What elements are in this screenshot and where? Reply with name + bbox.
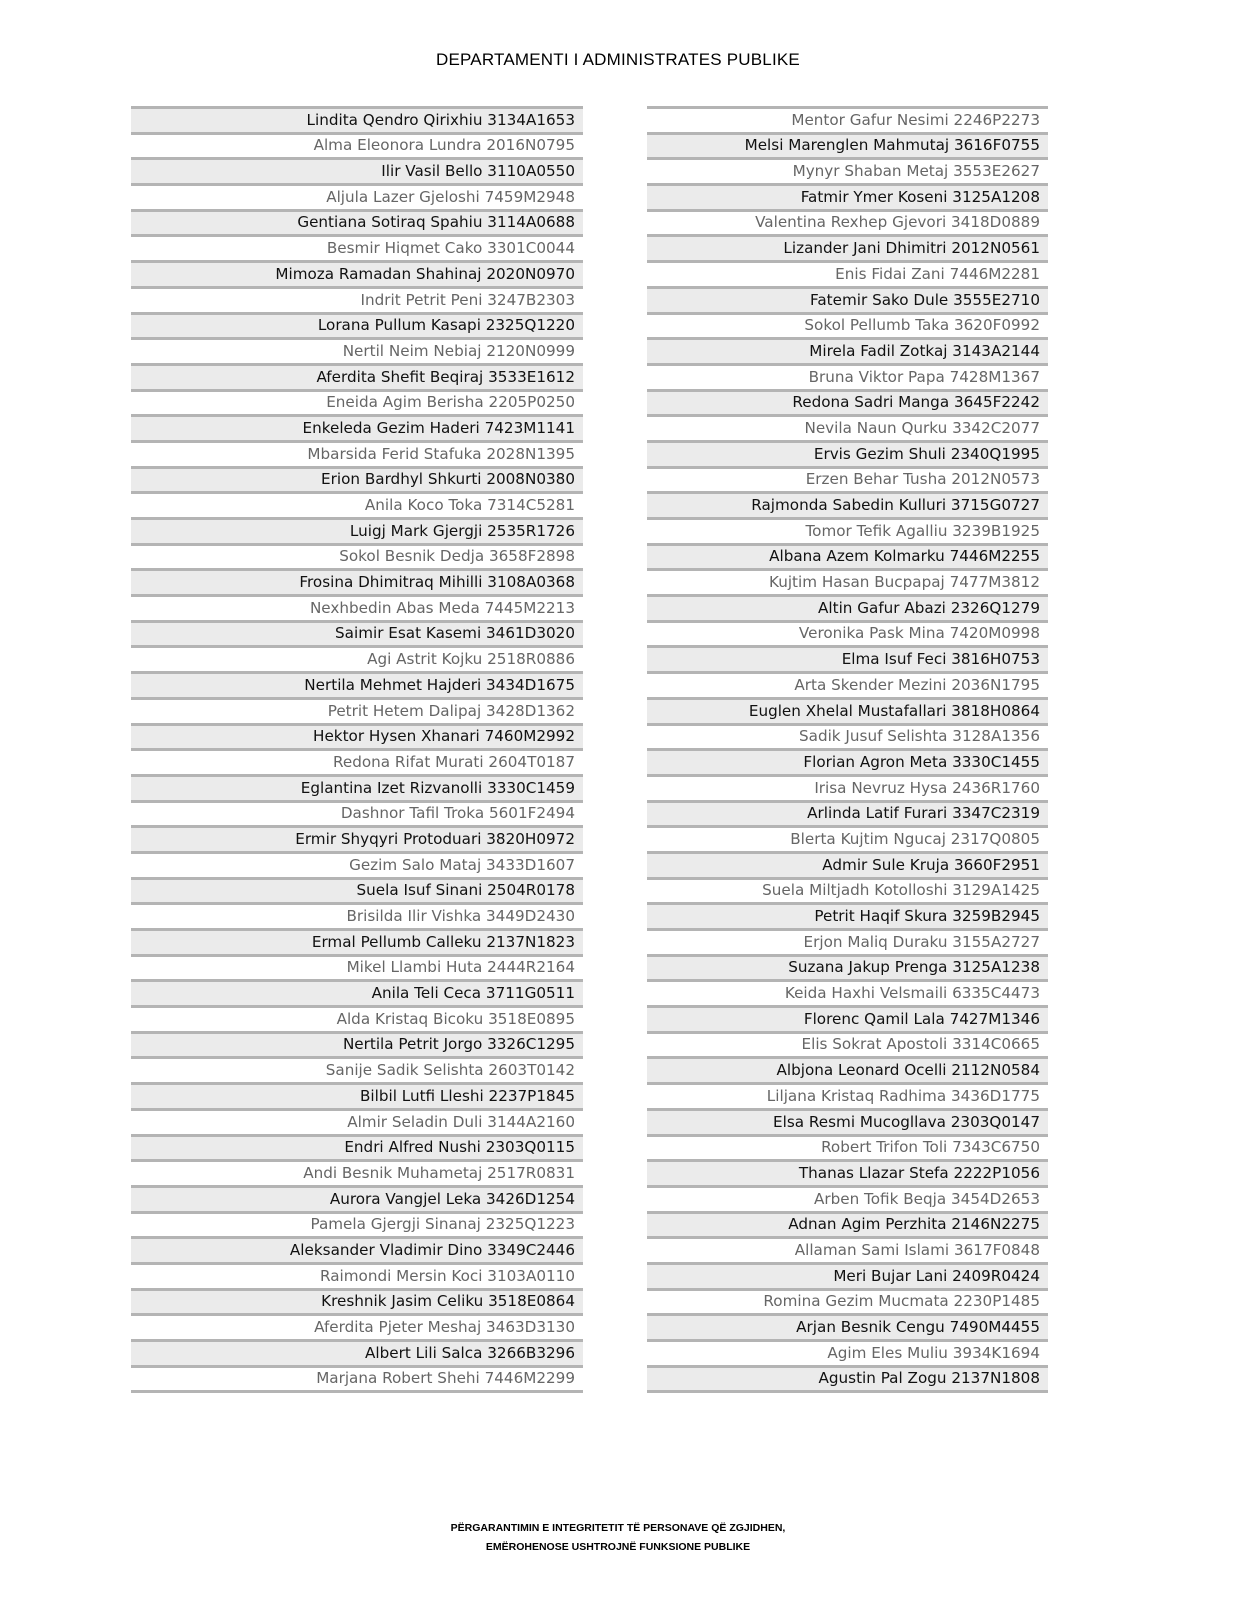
list-item: Ermal Pellumb Calleku 2137N1823 [131, 928, 583, 954]
list-item: Ilir Vasil Bello 3110A0550 [131, 157, 583, 183]
list-item: Endri Alfred Nushi 2303Q0115 [131, 1134, 583, 1160]
list-item: Agi Astrit Kojku 2518R0886 [131, 645, 583, 671]
list-item: Erzen Behar Tusha 2012N0573 [647, 466, 1048, 492]
list-item: Alma Eleonora Lundra 2016N0795 [131, 132, 583, 158]
list-item: Petrit Hetem Dalipaj 3428D1362 [131, 697, 583, 723]
list-item: Albert Lili Salca 3266B3296 [131, 1339, 583, 1365]
list-item: Mynyr Shaban Metaj 3553E2627 [647, 157, 1048, 183]
footer-line-2: EMËROHENOSE USHTROJNË FUNKSIONE PUBLIKE [485, 1541, 751, 1553]
list-item: Nertila Mehmet Hajderi 3434D1675 [131, 671, 583, 697]
list-item: Suela Isuf Sinani 2504R0178 [131, 877, 583, 903]
right-name-list [647, 106, 1048, 1393]
list-item: Veronika Pask Mina 7420M0998 [647, 620, 1048, 646]
list-item: Aurora Vangjel Leka 3426D1254 [131, 1185, 583, 1211]
list-item: Lizander Jani Dhimitri 2012N0561 [647, 234, 1048, 260]
list-item: Sokol Besnik Dedja 3658F2898 [131, 543, 583, 569]
list-item: Agustin Pal Zogu 2137N1808 [647, 1365, 1048, 1391]
list-divider [647, 1390, 1048, 1393]
page-title: DEPARTAMENTI I ADMINISTRATES PUBLIKE [436, 50, 800, 69]
list-item: Arjan Besnik Cengu 7490M4455 [647, 1313, 1048, 1339]
list-item: Luigj Mark Gjergji 2535R1726 [131, 517, 583, 543]
list-item: Lorana Pullum Kasapi 2325Q1220 [131, 312, 583, 338]
list-item: Enkeleda Gezim Haderi 7423M1141 [131, 414, 583, 440]
list-item: Albjona Leonard Ocelli 2112N0584 [647, 1056, 1048, 1082]
list-item: Romina Gezim Mucmata 2230P1485 [647, 1288, 1048, 1314]
list-item: Marjana Robert Shehi 7446M2299 [131, 1365, 583, 1391]
list-item: Aferdita Pjeter Meshaj 3463D3130 [131, 1313, 583, 1339]
list-item: Alda Kristaq Bicoku 3518E0895 [131, 1005, 583, 1031]
list-item: Nertil Neim Nebiaj 2120N0999 [131, 337, 583, 363]
list-item: Kreshnik Jasim Celiku 3518E0864 [131, 1288, 583, 1314]
list-item: Mentor Gafur Nesimi 2246P2273 [647, 106, 1048, 132]
list-item: Mimoza Ramadan Shahinaj 2020N0970 [131, 260, 583, 286]
list-item: Albana Azem Kolmarku 7446M2255 [647, 543, 1048, 569]
list-item: Euglen Xhelal Mustafallari 3818H0864 [647, 697, 1048, 723]
list-item: Agim Eles Muliu 3934K1694 [647, 1339, 1048, 1365]
list-item: Suela Miltjadh Kotolloshi 3129A1425 [647, 877, 1048, 903]
list-divider [131, 1390, 583, 1393]
list-item: Anila Koco Toka 7314C5281 [131, 491, 583, 517]
list-item: Keida Haxhi Velsmaili 6335C4473 [647, 979, 1048, 1005]
list-item: Elma Isuf Feci 3816H0753 [647, 645, 1048, 671]
list-item: Thanas Llazar Stefa 2222P1056 [647, 1159, 1048, 1185]
list-item: Aljula Lazer Gjeloshi 7459M2948 [131, 183, 583, 209]
list-item: Aferdita Shefit Beqiraj 3533E1612 [131, 363, 583, 389]
list-item: Anila Teli Ceca 3711G0511 [131, 979, 583, 1005]
list-item: Mikel Llambi Huta 2444R2164 [131, 954, 583, 980]
footer [0, 1519, 1236, 1557]
list-item: Arta Skender Mezini 2036N1795 [647, 671, 1048, 697]
list-item: Almir Seladin Duli 3144A2160 [131, 1108, 583, 1134]
list-item: Meri Bujar Lani 2409R0424 [647, 1262, 1048, 1288]
list-item: Gezim Salo Mataj 3433D1607 [131, 851, 583, 877]
list-item: Robert Trifon Toli 7343C6750 [647, 1134, 1048, 1160]
list-item: Valentina Rexhep Gjevori 3418D0889 [647, 209, 1048, 235]
left-name-list [131, 106, 583, 1393]
list-item: Sadik Jusuf Selishta 3128A1356 [647, 723, 1048, 749]
list-item: Florian Agron Meta 3330C1455 [647, 748, 1048, 774]
list-item: Rajmonda Sabedin Kulluri 3715G0727 [647, 491, 1048, 517]
list-item: Kujtim Hasan Bucpapaj 7477M3812 [647, 568, 1048, 594]
list-item: Mirela Fadil Zotkaj 3143A2144 [647, 337, 1048, 363]
list-item: Redona Rifat Murati 2604T0187 [131, 748, 583, 774]
list-item: Mbarsida Ferid Stafuka 2028N1395 [131, 440, 583, 466]
list-item: Pamela Gjergji Sinanaj 2325Q1223 [131, 1211, 583, 1237]
list-item: Arlinda Latif Furari 3347C2319 [647, 800, 1048, 826]
list-item: Suzana Jakup Prenga 3125A1238 [647, 954, 1048, 980]
list-item: Ermir Shyqyri Protoduari 3820H0972 [131, 825, 583, 851]
list-item: Bruna Viktor Papa 7428M1367 [647, 363, 1048, 389]
list-item: Lindita Qendro Qirixhiu 3134A1653 [131, 106, 583, 132]
list-item: Petrit Haqif Skura 3259B2945 [647, 902, 1048, 928]
list-item: Liljana Kristaq Radhima 3436D1775 [647, 1082, 1048, 1108]
list-item: Elis Sokrat Apostoli 3314C0665 [647, 1031, 1048, 1057]
list-item: Ervis Gezim Shuli 2340Q1995 [647, 440, 1048, 466]
list-item: Saimir Esat Kasemi 3461D3020 [131, 620, 583, 646]
list-item: Eglantina Izet Rizvanolli 3330C1459 [131, 774, 583, 800]
list-item: Florenc Qamil Lala 7427M1346 [647, 1005, 1048, 1031]
list-item: Irisa Nevruz Hysa 2436R1760 [647, 774, 1048, 800]
list-item: Gentiana Sotiraq Spahiu 3114A0688 [131, 209, 583, 235]
list-item: Nexhbedin Abas Meda 7445M2213 [131, 594, 583, 620]
list-item: Allaman Sami Islami 3617F0848 [647, 1236, 1048, 1262]
list-item: Dashnor Tafil Troka 5601F2494 [131, 800, 583, 826]
list-item: Arben Tofik Beqja 3454D2653 [647, 1185, 1048, 1211]
list-item: Enis Fidai Zani 7446M2281 [647, 260, 1048, 286]
list-item: Raimondi Mersin Koci 3103A0110 [131, 1262, 583, 1288]
list-item: Brisilda Ilir Vishka 3449D2430 [131, 902, 583, 928]
list-item: Altin Gafur Abazi 2326Q1279 [647, 594, 1048, 620]
list-item: Elsa Resmi Mucogllava 2303Q0147 [647, 1108, 1048, 1134]
list-item: Redona Sadri Manga 3645F2242 [647, 389, 1048, 415]
list-item: Melsi Marenglen Mahmutaj 3616F0755 [647, 132, 1048, 158]
list-item: Indrit Petrit Peni 3247B2303 [131, 286, 583, 312]
list-item: Blerta Kujtim Ngucaj 2317Q0805 [647, 825, 1048, 851]
list-item: Admir Sule Kruja 3660F2951 [647, 851, 1048, 877]
list-item: Adnan Agim Perzhita 2146N2275 [647, 1211, 1048, 1237]
list-item: Besmir Hiqmet Cako 3301C0044 [131, 234, 583, 260]
footer-line-1: PËRGARANTIMIN E INTEGRITETIT TË PERSONAVE QË ZGJIDHEN, [450, 1522, 786, 1534]
list-item: Erjon Maliq Duraku 3155A2727 [647, 928, 1048, 954]
list-item: Fatmir Ymer Koseni 3125A1208 [647, 183, 1048, 209]
list-item: Fatemir Sako Dule 3555E2710 [647, 286, 1048, 312]
list-item: Andi Besnik Muhametaj 2517R0831 [131, 1159, 583, 1185]
list-item: Eneida Agim Berisha 2205P0250 [131, 389, 583, 415]
list-item: Erion Bardhyl Shkurti 2008N0380 [131, 466, 583, 492]
list-item: Tomor Tefik Agalliu 3239B1925 [647, 517, 1048, 543]
list-item: Frosina Dhimitraq Mihilli 3108A0368 [131, 568, 583, 594]
list-item: Hektor Hysen Xhanari 7460M2992 [131, 723, 583, 749]
list-item: Sokol Pellumb Taka 3620F0992 [647, 312, 1048, 338]
list-item: Nertila Petrit Jorgo 3326C1295 [131, 1031, 583, 1057]
list-item: Bilbil Lutfi Lleshi 2237P1845 [131, 1082, 583, 1108]
list-item: Nevila Naun Qurku 3342C2077 [647, 414, 1048, 440]
list-item: Sanije Sadik Selishta 2603T0142 [131, 1056, 583, 1082]
list-item: Aleksander Vladimir Dino 3349C2446 [131, 1236, 583, 1262]
